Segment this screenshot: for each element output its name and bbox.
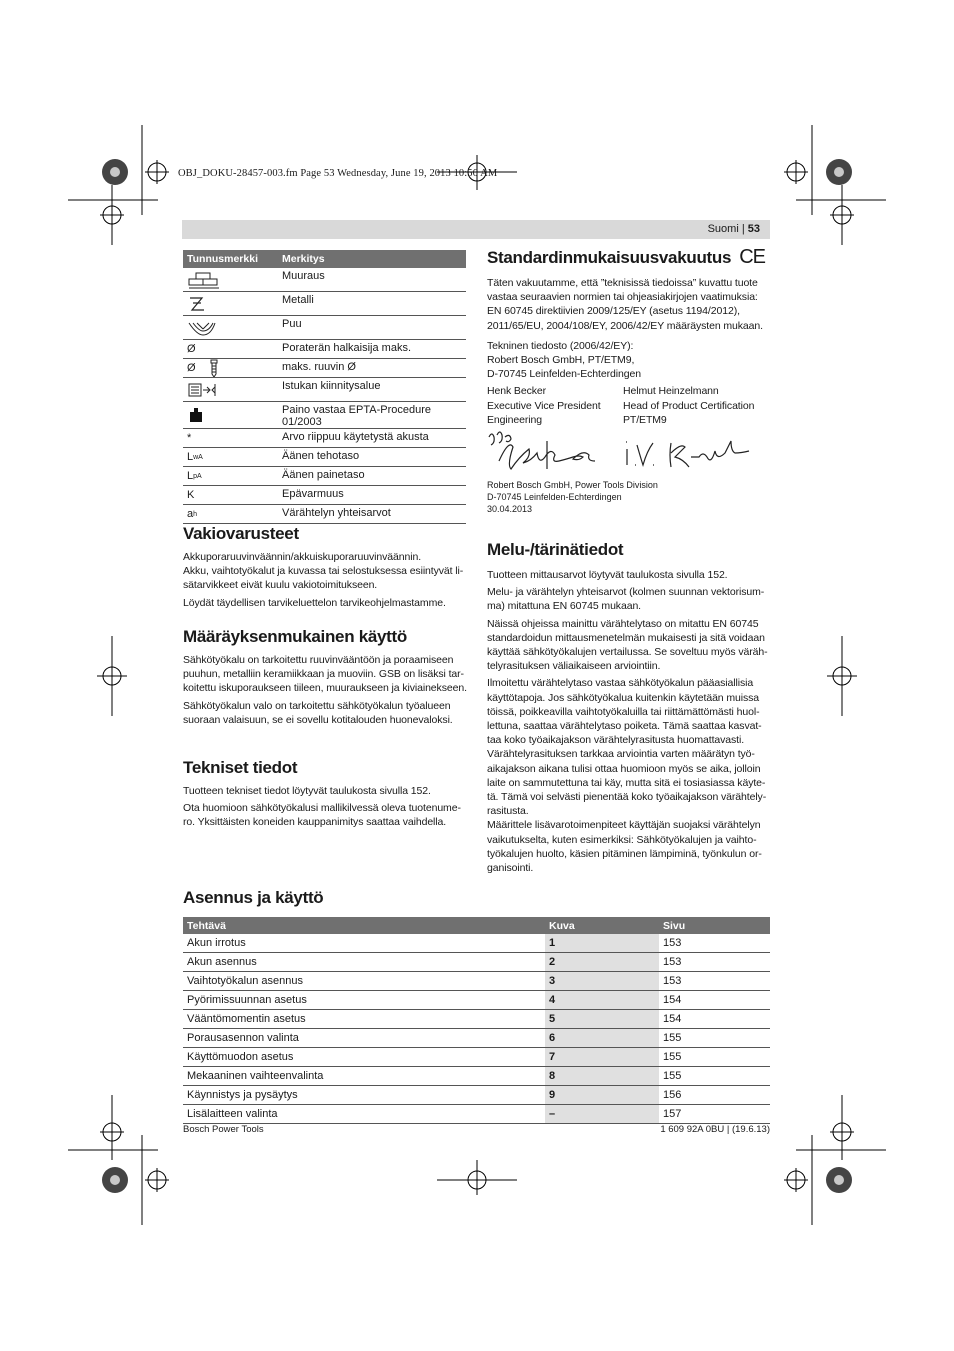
figure-cell: 8	[545, 1067, 659, 1085]
page-number: 53	[747, 223, 760, 235]
meaning-cell: Paino vastaa EPTA-Procedure 01/2003	[282, 404, 431, 428]
screw-icon	[208, 359, 220, 377]
figure-cell: 7	[545, 1048, 659, 1066]
symbol-text: Ø	[187, 362, 196, 374]
symbol-cell	[183, 467, 282, 485]
table-row	[183, 1010, 770, 1029]
symbol-subscript: pA	[193, 472, 202, 480]
symbol-subscript: wA	[193, 453, 203, 461]
page-cell: 154	[663, 1013, 682, 1025]
page-cell: 153	[663, 937, 682, 949]
paragraph: Tuotteen tekniset tiedot löytyvät taulukosta sivulla 152.	[183, 785, 431, 797]
symbol-row	[183, 292, 466, 316]
chuck-icon	[187, 381, 221, 399]
meaning-cell: Äänen painetaso	[282, 469, 365, 481]
footer-doc-number: 1 609 92A 0BU | (19.6.13)	[660, 1124, 770, 1135]
symbol-text: Ø	[187, 343, 196, 355]
task-cell: Käyttömuodon asetus	[187, 1051, 294, 1063]
header-symbol: Tunnusmerkki	[187, 253, 258, 265]
ce-mark-icon: CE	[739, 246, 765, 268]
figure-cell: 1	[545, 934, 659, 952]
maaraykset-section	[183, 627, 467, 730]
symbol-row	[183, 486, 466, 505]
page-cell: 153	[663, 975, 682, 987]
paragraph: Ilmoitettu värähtelytaso vastaa sähkötyökalun pääasiallisia käyttötapoja. Jos sähkötyökalua kuitenkin käytetään muissa töissä, poikkeavilla vaihtotyökaluilla tai riittämättömästi huollettuna, saattaa värähtelytaso poiketa. Tämä saattaa kasvattaa koko työaikajakson värähtelyrasitusta huomattavasti.	[487, 677, 762, 747]
figure-cell: 2	[545, 953, 659, 971]
page-cell: 155	[663, 1051, 682, 1063]
symbol-cell	[183, 402, 282, 428]
symbol-cell	[183, 505, 282, 523]
symbols-table	[183, 250, 466, 524]
paragraph: Löydät täydellisen tarvikeluettelon tarvikeohjelmastamme.	[183, 596, 446, 609]
symbol-row	[183, 268, 466, 292]
table-row	[183, 934, 770, 953]
paragraph: Ota huomioon sähkötyökalusi mallikilvessä oleva tuotenumero. Yksittäisten koneiden kauppanimitys saattaa vaihdella.	[183, 802, 461, 829]
symbol-row	[183, 378, 466, 402]
figure-cell: 9	[545, 1086, 659, 1104]
tasks-table	[183, 917, 770, 1124]
page-cell: 154	[663, 994, 682, 1006]
meaning-cell: Poraterän halkaisija maks.	[282, 342, 412, 354]
task-cell: Vaihtotyökalun asennus	[187, 975, 303, 987]
symbol-row	[183, 448, 466, 467]
task-cell: Akun irrotus	[187, 937, 246, 949]
masonry-icon	[187, 271, 221, 289]
task-cell: Vääntömomentin asetus	[187, 1013, 306, 1025]
weight-icon	[187, 406, 205, 424]
tekniset-title: Tekniset tiedot	[183, 758, 298, 777]
company-footer: Robert Bosch GmbH, Power Tools Division D-70745 Leinfelden-Echterdingen 30.04.2013	[487, 480, 658, 515]
vakiovarusteet-title: Vakiovarusteet	[183, 524, 299, 543]
meaning-cell: maks. ruuvin Ø	[282, 361, 356, 373]
symbol-row	[183, 505, 466, 524]
standard-title: Standardinmukaisuusvakuutus	[487, 247, 732, 267]
symbol-cell	[183, 486, 282, 504]
page-cell: 157	[663, 1108, 682, 1120]
symbol-cell	[183, 359, 282, 377]
table-row	[183, 1086, 770, 1105]
symbol-row	[183, 402, 466, 429]
signatories	[487, 384, 771, 427]
table-row	[183, 953, 770, 972]
meaning-cell: Äänen tehotaso	[282, 450, 360, 462]
symbol-row	[183, 429, 466, 448]
meaning-cell: Arvo riippuu käytetystä akusta	[282, 431, 429, 443]
page-cell: 155	[663, 1070, 682, 1082]
asennus-title: Asennus ja käyttö	[183, 888, 324, 907]
task-cell: Mekaaninen vaihteenvalinta	[187, 1070, 324, 1082]
page-cell: 153	[663, 956, 682, 968]
symbol-row	[183, 467, 466, 486]
table-row	[183, 991, 770, 1010]
paragraph: Tuotteen mittausarvot löytyvät taulukosta sivulla 152.	[487, 569, 728, 581]
task-cell: Käynnistys ja pysäytys	[187, 1089, 298, 1101]
melu-section	[487, 540, 771, 875]
page-cell: 156	[663, 1089, 682, 1101]
symbol-cell	[183, 268, 282, 291]
figure-cell: 3	[545, 972, 659, 990]
signatory-left: Henk Becker Executive Vice President Engineering	[487, 385, 601, 426]
symbol-text: K	[187, 489, 195, 501]
print-header: OBJ_DOKU-28457-003.fm Page 53 Wednesday, June 19, 2013 10:56 AM	[178, 168, 498, 179]
task-cell: Lisälaitteen valinta	[187, 1108, 278, 1120]
meaning-cell: Istukan kiinnitysalue	[282, 380, 381, 392]
metal-icon	[187, 295, 207, 313]
tekniset-section	[183, 758, 467, 833]
technical-file: Tekninen tiedosto (2006/42/EY): Robert Bosch GmbH, PT/ETM9, D-70745 Leinfelden-Echterdingen	[487, 339, 641, 381]
meaning-cell: Värähtelyn yhteisarvot	[282, 507, 391, 519]
meaning-cell: Metalli	[282, 294, 314, 306]
meaning-cell: Epävarmuus	[282, 488, 344, 500]
table-row	[183, 1048, 770, 1067]
page-header: Suomi | 53	[182, 220, 770, 239]
symbol-row	[183, 359, 466, 378]
symbol-text: *	[187, 432, 192, 444]
paragraph: Melu- ja värähtelyn yhteisarvot (kolmen suunnan vektorisumma) mitattuna EN 60745 mukaan.	[487, 586, 765, 613]
paragraph: Akku, vaihtotyökalut ja kuvassa tai selostuksessa esiintyvät lisätarvikkeet eivät kuulu vakiotoimitukseen.	[183, 565, 464, 592]
figure-cell: –	[545, 1105, 659, 1123]
symbol-cell	[183, 429, 282, 447]
symbol-text: a	[187, 508, 194, 520]
declaration: Täten vakuutamme, että ”teknisissä tiedoissa” kuvattu tuote vastaa seuraavien normien tai ohjeasiakirjojen vaatimuksia: EN 60745 direktiivien 2009/125/EY (asetus 1194/2012), 2011/65/EU, 2004/108/EY, 2006/42/EY määräysten mukaan.	[487, 277, 763, 332]
footer-brand: Bosch Power Tools	[183, 1124, 264, 1135]
page-cell: 155	[663, 1032, 682, 1044]
symbol-subscript: h	[193, 510, 198, 518]
paragraph: Näissä ohjeissa mainittu värähtelytaso on mitattu EN 60745 standardoidun mittausmenetelmän mukaisesti ja sitä voidaan käyttää sähkötyökalujen vertailussa. Se soveltuu myös värähtelyrasituksen väliaikaiseen arviointiin.	[487, 617, 768, 673]
paragraph: Sähkötyökalun valo on tarkoitettu sähkötyökalun työalueen suoraan valaisuun, se ei sovellu kotitalouden huonevaloksi.	[183, 699, 453, 726]
symbol-cell	[183, 340, 282, 358]
symbols-table-header	[183, 250, 466, 268]
figure-cell: 5	[545, 1010, 659, 1028]
symbol-cell	[183, 316, 282, 339]
symbol-text: L	[187, 451, 194, 463]
vakiovarusteet-section	[183, 524, 467, 613]
paragraph: Värähtelyrasituksen tarkkaa arviointia varten määrätyn työaikajakson aikana tulisi ottaa huomioon myös se aika, jolloin laite on sammutettuna tai käy, mutta sitä ei tosiasiassa käytetä. Tämä voi selvästi pienentää koko työaikajakson värähtelyrasitusta.	[487, 748, 767, 818]
symbol-cell	[183, 292, 282, 315]
paragraph: Sähkötyökalu on tarkoitettu ruuvinvääntöön ja poraamiseen puuhun, metalliin keramiikkaan ja muoviin. GSB on lisäksi tarkoitettu iskuporaukseen tiileen, muuraukseen ja kiviainekseen.	[183, 654, 467, 695]
symbol-cell	[183, 378, 282, 401]
meaning-cell: Puu	[282, 318, 302, 330]
table-row	[183, 972, 770, 991]
standard-section	[487, 246, 771, 515]
signatory-right: Helmut Heinzelmann Head of Product Certification PT/ETM9	[623, 385, 755, 426]
wood-icon	[187, 319, 217, 337]
task-cell: Akun asennus	[187, 956, 257, 968]
table-row	[183, 1067, 770, 1086]
symbol-text: L	[187, 470, 194, 482]
melu-title: Melu-/tärinätiedot	[487, 540, 624, 559]
task-cell: Pyörimissuunnan asetus	[187, 994, 307, 1006]
table-row	[183, 1029, 770, 1048]
figure-cell: 6	[545, 1029, 659, 1047]
table-row	[183, 1105, 770, 1124]
header-meaning: Merkitys	[282, 253, 325, 265]
figure-cell: 4	[545, 991, 659, 1009]
tasks-table-header: Tehtävä Kuva Sivu	[183, 917, 770, 934]
maaraykset-title: Määräyksenmukainen käyttö	[183, 627, 407, 646]
signatures	[487, 431, 771, 479]
task-cell: Porausasennon valinta	[187, 1032, 299, 1044]
asennus-title-wrap	[183, 888, 323, 908]
header-language: Suomi	[707, 223, 739, 235]
paragraph: Akkuporaruuvinväännin/akkuiskuporaruuvinväännin.	[183, 551, 422, 563]
meaning-cell: Muuraus	[282, 270, 325, 282]
symbol-row	[183, 340, 466, 359]
symbol-row	[183, 316, 466, 340]
paragraph: Määrittele lisävarotoimenpiteet käyttäjän suojaksi värähtelyn vaikutukselta, kuten esimerkiksi: Sähkötyökalujen ja vaihtotyökalujen huolto, käsien pitäminen lämpiminä, työnkulun organisointi.	[487, 819, 762, 875]
symbol-cell	[183, 448, 282, 466]
